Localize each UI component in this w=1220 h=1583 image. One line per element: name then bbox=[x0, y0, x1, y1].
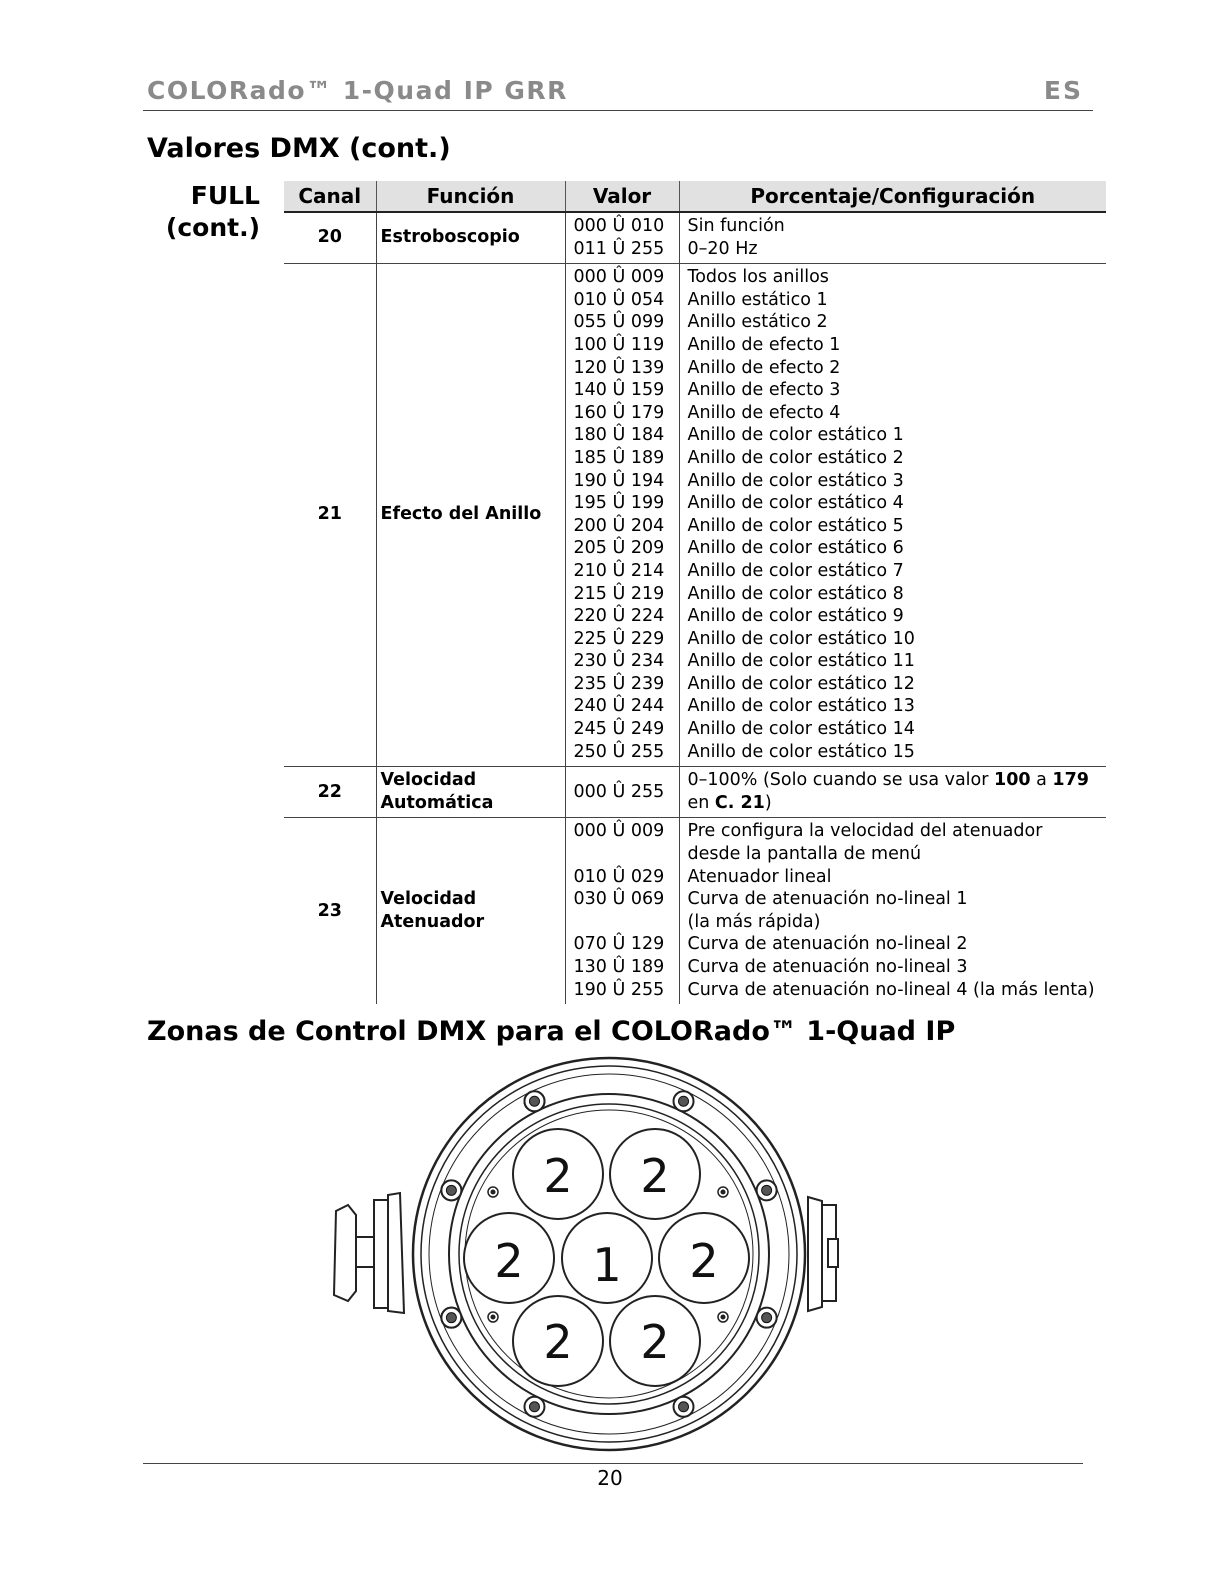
channel-number: 22 bbox=[284, 767, 376, 818]
cell-line: 0–20 Hz bbox=[687, 238, 758, 259]
line-spacer bbox=[574, 911, 679, 934]
cell-line: 210 Û 214 bbox=[573, 560, 665, 581]
table-row-channel-23 bbox=[284, 818, 1106, 1004]
cell-line: 100 Û 119 bbox=[573, 334, 665, 355]
cell-line: Curva de atenuación no-lineal 4 (la más lenta) bbox=[687, 979, 1095, 1000]
cell-line: Curva de atenuación no-lineal 2 bbox=[687, 934, 968, 955]
value-range-list bbox=[565, 212, 679, 264]
cell-line: Anillo de efecto 1 bbox=[687, 334, 841, 355]
screw-head-icon bbox=[762, 1185, 772, 1195]
cell-line: 230 Û 234 bbox=[573, 651, 665, 672]
cell-line: Anillo estático 2 bbox=[687, 312, 828, 333]
header-rule bbox=[143, 110, 1093, 111]
cell-line: Anillo de efecto 3 bbox=[687, 380, 841, 401]
dmx-values-table bbox=[284, 181, 1106, 1004]
cell-line: Atenuador lineal bbox=[687, 866, 832, 887]
cell-line: Curva de atenuación no-lineal 3 bbox=[687, 957, 968, 977]
cell-line: 055 Û 099 bbox=[573, 312, 665, 333]
fixture-zone-diagram bbox=[322, 1055, 846, 1457]
cell-line: Anillo de color estático 3 bbox=[687, 470, 904, 491]
cell-line: Anillo de color estático 11 bbox=[687, 651, 915, 672]
cell-line: 185 Û 189 bbox=[573, 447, 665, 468]
screw-head-icon bbox=[529, 1402, 539, 1412]
cell-line: Todos los anillos bbox=[687, 267, 829, 288]
function-name-line: Velocidad bbox=[380, 770, 477, 791]
header-valor: Valor bbox=[565, 181, 679, 212]
cell-line: 200 Û 204 bbox=[573, 515, 665, 536]
cell-line: 000 Û 009 bbox=[573, 821, 665, 842]
section-title-dmx-zones: Zonas de Control DMX para el COLORado™ 1-Quad IP bbox=[147, 1016, 956, 1047]
function-name: Estroboscopio bbox=[376, 212, 565, 264]
cell-line: Anillo de efecto 4 bbox=[687, 402, 841, 423]
header-language: ES bbox=[1043, 76, 1083, 105]
cell-line: Anillo de color estático 10 bbox=[687, 628, 915, 649]
header-funcion: Función bbox=[376, 181, 565, 212]
screw-head-icon bbox=[446, 1313, 456, 1323]
desc-text: a bbox=[1030, 770, 1053, 791]
cell-line: Anillo de efecto 2 bbox=[687, 357, 841, 378]
cell-line: Anillo de color estático 9 bbox=[687, 606, 904, 627]
desc-text: ) bbox=[764, 792, 772, 813]
cell-line: 030 Û 069 bbox=[573, 889, 665, 910]
cell-line: Anillo de color estático 14 bbox=[687, 719, 915, 740]
value-range-list bbox=[565, 264, 679, 767]
screw-head-icon bbox=[446, 1185, 456, 1195]
cell-line: Anillo de color estático 6 bbox=[687, 538, 904, 559]
left-yoke-knob bbox=[334, 1193, 404, 1313]
setting-description-line bbox=[688, 792, 1107, 815]
table-row-channel-22 bbox=[284, 767, 1106, 818]
footer-rule bbox=[143, 1463, 1083, 1464]
cell-line: Anillo de color estático 13 bbox=[687, 696, 915, 717]
page-number: 20 bbox=[597, 1466, 623, 1490]
function-name-line: Velocidad bbox=[380, 889, 477, 910]
cell-line: 070 Û 129 bbox=[573, 934, 665, 955]
cell-line: 220 Û 224 bbox=[573, 606, 665, 627]
cell-line: Anillo estático 1 bbox=[687, 289, 828, 310]
table-header-row bbox=[284, 181, 1106, 212]
cell-line: 130 Û 189 bbox=[573, 957, 665, 977]
zone-label: 2 bbox=[640, 1149, 670, 1203]
mode-label bbox=[150, 180, 260, 244]
cell-line: 235 Û 239 bbox=[573, 673, 665, 694]
desc-bold-channel: C. 21 bbox=[714, 792, 765, 813]
zone-label: 2 bbox=[543, 1315, 573, 1369]
cell-line: Anillo de color estático 7 bbox=[687, 560, 904, 581]
header-canal: Canal bbox=[284, 181, 376, 212]
table-row-channel-20 bbox=[284, 212, 1106, 264]
screw-head-icon bbox=[679, 1402, 689, 1412]
line-spacer bbox=[574, 843, 679, 866]
screw-head-icon bbox=[679, 1096, 689, 1106]
cell-line: 010 Û 054 bbox=[573, 289, 665, 310]
desc-text: en bbox=[687, 792, 715, 813]
cell-line: 225 Û 229 bbox=[573, 628, 665, 649]
cell-line: 190 Û 255 bbox=[573, 979, 665, 1000]
setting-description-list bbox=[679, 818, 1106, 1004]
cell-line: Anillo de color estático 4 bbox=[687, 493, 904, 514]
cell-line: 011 Û 255 bbox=[573, 238, 665, 259]
header-porcentaje: Porcentaje/Configuración bbox=[679, 181, 1106, 212]
zone-label: 2 bbox=[494, 1234, 524, 1288]
screw-head-icon bbox=[762, 1313, 772, 1323]
channel-number: 23 bbox=[284, 818, 376, 1004]
cell-line: 250 Û 255 bbox=[573, 741, 665, 762]
setting-description-line bbox=[688, 769, 1107, 792]
value-range: 000 Û 255 bbox=[565, 767, 679, 818]
mode-label-line: (cont.) bbox=[165, 213, 260, 242]
mode-label-line: FULL bbox=[190, 181, 260, 210]
cell-line: Pre configura la velocidad del atenuador bbox=[687, 821, 1043, 842]
zone-label: 2 bbox=[689, 1234, 719, 1288]
cell-line: 000 Û 010 bbox=[573, 216, 665, 236]
cell-line: 195 Û 199 bbox=[573, 493, 665, 514]
cell-line: Anillo de color estático 15 bbox=[687, 741, 915, 762]
cell-line: desde la pantalla de menú bbox=[687, 844, 922, 865]
screw-head-icon bbox=[529, 1096, 539, 1106]
cell-line: Anillo de color estático 1 bbox=[687, 425, 904, 446]
channel-number: 20 bbox=[284, 212, 376, 264]
cell-line: Anillo de color estático 5 bbox=[687, 515, 904, 536]
desc-bold-value: 179 bbox=[1052, 770, 1089, 791]
cell-line: (la más rápida) bbox=[687, 911, 821, 932]
desc-bold-value: 100 bbox=[994, 770, 1031, 791]
table-row-channel-21 bbox=[284, 264, 1106, 767]
cell-line: 190 Û 194 bbox=[573, 470, 665, 491]
zone-label: 1 bbox=[592, 1238, 622, 1292]
function-name bbox=[376, 818, 565, 1004]
cell-line: 000 Û 009 bbox=[573, 267, 665, 288]
cell-line: 120 Û 139 bbox=[573, 357, 665, 378]
cell-line: Anillo de color estático 2 bbox=[687, 447, 904, 468]
cell-line: 010 Û 029 bbox=[573, 866, 665, 887]
cell-line: 215 Û 219 bbox=[573, 583, 665, 604]
function-name bbox=[376, 767, 565, 818]
zone-label: 2 bbox=[640, 1315, 670, 1369]
header-product-title: COLORado™ 1-Quad IP GRR bbox=[147, 76, 568, 105]
desc-text: 0–100% (Solo cuando se usa valor bbox=[687, 770, 995, 791]
cell-line: Anillo de color estático 12 bbox=[687, 673, 915, 694]
section-title-dmx-values: Valores DMX (cont.) bbox=[147, 133, 451, 164]
setting-description-list bbox=[679, 264, 1106, 767]
function-name: Efecto del Anillo bbox=[376, 264, 565, 767]
channel-number: 21 bbox=[284, 264, 376, 767]
cell-line: Sin función bbox=[687, 216, 785, 236]
cell-line: 180 Û 184 bbox=[573, 425, 665, 446]
cell-line: 205 Û 209 bbox=[573, 538, 665, 559]
cell-line: 240 Û 244 bbox=[573, 696, 665, 717]
cell-line: Anillo de color estático 8 bbox=[687, 583, 904, 604]
cell-line: 245 Û 249 bbox=[573, 719, 665, 740]
setting-description bbox=[679, 767, 1106, 818]
zone-label: 2 bbox=[543, 1149, 573, 1203]
cell-line: 140 Û 159 bbox=[573, 380, 665, 401]
function-name-line: Automática bbox=[380, 792, 494, 813]
right-yoke-bracket bbox=[808, 1197, 838, 1311]
function-name-line: Atenuador bbox=[380, 911, 485, 932]
cell-line: Curva de atenuación no-lineal 1 bbox=[687, 889, 968, 910]
cell-line: 160 Û 179 bbox=[573, 402, 665, 423]
setting-description-list bbox=[679, 212, 1106, 264]
value-range-list bbox=[565, 818, 679, 1004]
